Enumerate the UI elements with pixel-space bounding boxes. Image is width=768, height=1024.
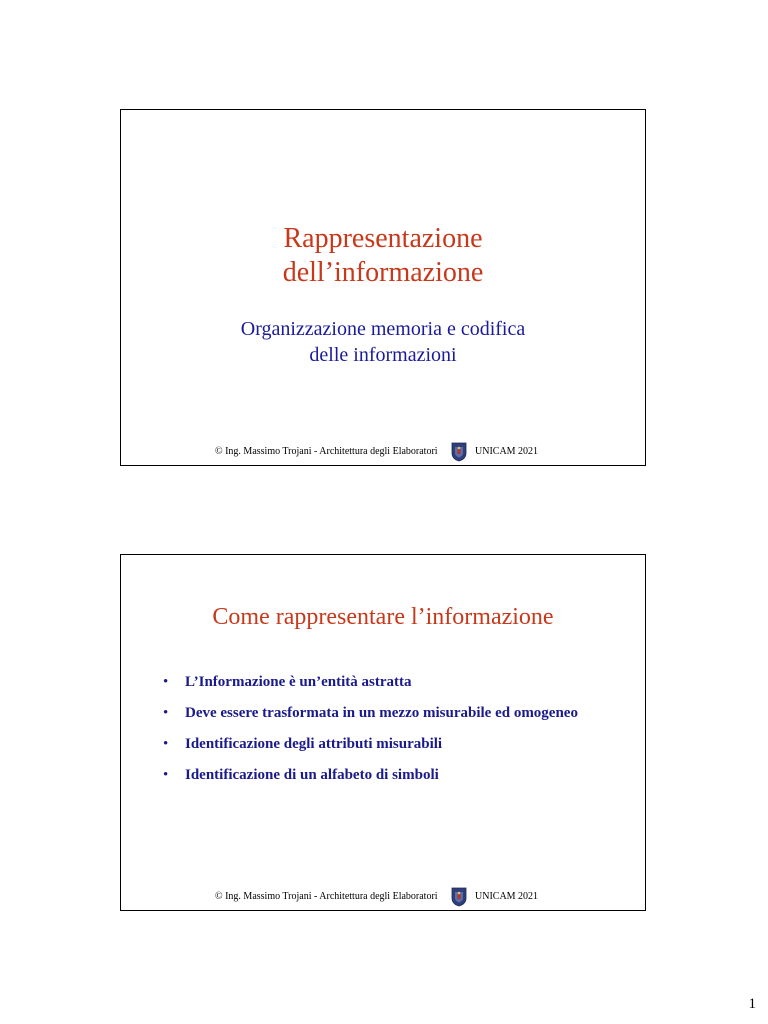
bullet-text: L’Informazione è un’entità astratta (185, 674, 412, 690)
slide-2-heading: Come rappresentare l’informazione (212, 604, 554, 630)
bullet-symbol: • (163, 767, 169, 783)
bullet-text: Identificazione degli attributi misurabili (185, 736, 443, 752)
slide-1-subtitle-line-2: delle informazioni (309, 344, 457, 366)
bullet-symbol: • (163, 674, 169, 690)
bullet-symbol: • (163, 705, 169, 721)
university-crest-icon (451, 442, 467, 462)
list-item (159, 698, 625, 729)
list-item (159, 729, 625, 760)
slide-1-subtitle (121, 316, 645, 368)
list-item (159, 760, 625, 791)
slide-1-title (121, 222, 645, 290)
slide-1 (120, 109, 646, 466)
bullet-text: Deve essere trasformata in un mezzo misurabile ed omogeneo (185, 705, 578, 721)
bullet-text: Identificazione di un alfabeto di simboli (185, 767, 439, 783)
university-crest-icon (451, 887, 467, 907)
slide-2 (120, 554, 646, 911)
footer-copyright: © Ing. Massimo Trojani - Architettura degli Elaboratori (215, 446, 438, 457)
footer-copyright: © Ing. Massimo Trojani - Architettura degli Elaboratori (215, 891, 438, 902)
footer-organization: UNICAM 2021 (475, 446, 539, 457)
slide-1-footer (121, 441, 645, 463)
slide-1-subtitle-line-1: Organizzazione memoria e codifica (240, 318, 526, 340)
slide-1-title-line-2: dell’informazione (282, 257, 484, 288)
list-item (159, 667, 625, 698)
page-number: 1 (748, 996, 756, 1012)
slide-1-title-line-1: Rappresentazione (283, 223, 483, 254)
bullet-symbol: • (163, 736, 169, 752)
bullet-list (159, 667, 625, 791)
footer-organization: UNICAM 2021 (475, 891, 539, 902)
slide-2-footer (121, 886, 645, 908)
